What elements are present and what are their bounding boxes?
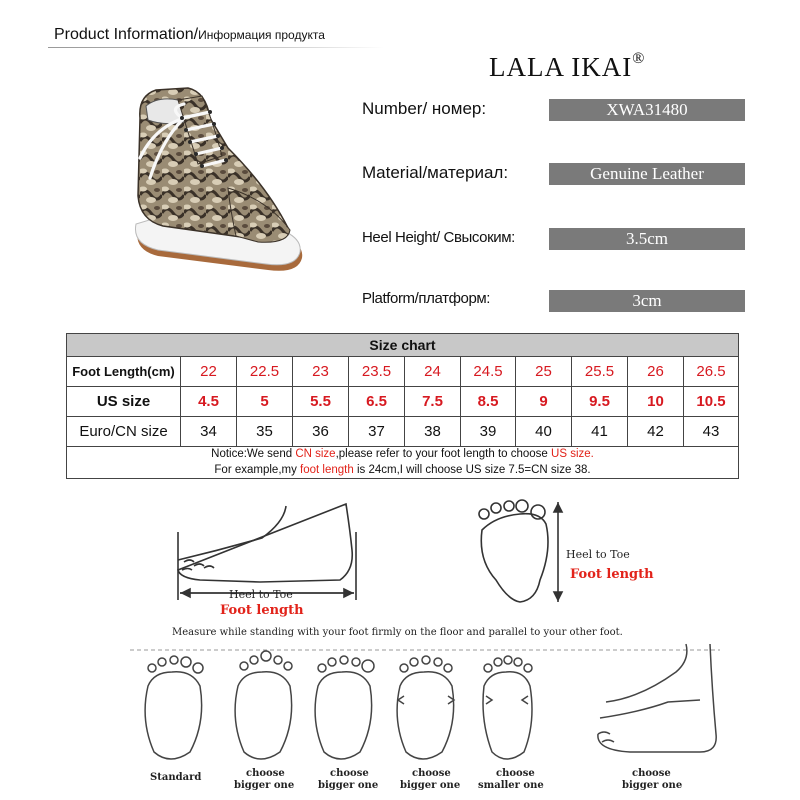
foot-type-label: choose — [330, 768, 369, 779]
product-info-title — [54, 26, 325, 44]
foot-length-cell: 23.5 — [348, 357, 404, 386]
notice-text: Notice:We send — [211, 448, 296, 460]
foot-types-illustrations — [145, 644, 716, 759]
foot-type-5 — [483, 656, 532, 759]
foot-length-cell: 25.5 — [571, 357, 627, 386]
us-size-cell: 6.5 — [348, 387, 404, 416]
product-shoe-image — [118, 78, 318, 293]
row-euro-cn-size — [67, 417, 738, 447]
spec-heel-height-value: 3.5cm — [549, 228, 745, 250]
foot-length-cell: 22.5 — [236, 357, 292, 386]
size-chart-title: Size chart — [67, 334, 738, 357]
side-foot-length-label: Foot length — [220, 603, 304, 618]
notice-text: ,please refer to your foot length to choose — [335, 448, 552, 460]
foot-length-cell: 23 — [292, 357, 348, 386]
foot-type-label: bigger one — [234, 780, 295, 791]
foot-type-label: smaller one — [478, 780, 544, 791]
spec-number-value: XWA31480 — [549, 99, 745, 121]
notice-highlight: CN size — [295, 448, 336, 460]
foot-type-label: bigger one — [400, 780, 461, 791]
foot-type-label: bigger one — [318, 780, 379, 791]
registered-mark: ® — [632, 50, 646, 67]
row-us-size-label: US size — [96, 393, 151, 410]
foot-length-cell: 25 — [515, 357, 571, 386]
foot-type-2 — [235, 651, 292, 759]
euro-size-cell: 41 — [571, 417, 627, 446]
foot-type-3 — [315, 656, 374, 759]
side-heel-to-toe-label: Heel to Toe — [229, 588, 293, 601]
euro-size-cell: 40 — [515, 417, 571, 446]
header-divider — [48, 47, 384, 48]
size-chart-table — [66, 333, 739, 479]
spec-platform-value: 3cm — [549, 290, 745, 312]
euro-size-cell: 39 — [460, 417, 515, 446]
euro-size-cell: 43 — [683, 417, 738, 446]
us-size-cell: 4.5 — [180, 387, 236, 416]
row-foot-length-label: Foot Length(cm) — [72, 364, 175, 379]
measure-instruction: Measure while standing with your foot firmly on the floor and parallel to your other foot. — [172, 627, 623, 638]
brand-name: LALA IKAI — [489, 52, 633, 82]
foot-type-label: choose — [412, 768, 451, 779]
euro-size-cell: 36 — [292, 417, 348, 446]
us-size-cell: 10.5 — [683, 387, 738, 416]
us-size-cell: 7.5 — [404, 387, 460, 416]
foot-type-label: choose — [496, 768, 535, 779]
euro-size-cell: 37 — [348, 417, 404, 446]
foot-type-label: choose — [632, 768, 671, 779]
spec-heel-height-label: Heel Height/ Свысоким: — [362, 229, 515, 246]
foot-type-label: Standard — [150, 772, 202, 783]
spec-platform-label: Platform/платформ: — [362, 290, 491, 307]
euro-size-cell: 42 — [627, 417, 683, 446]
us-size-cell: 8.5 — [460, 387, 515, 416]
foot-length-cell: 22 — [180, 357, 236, 386]
side-foot-illustration — [178, 504, 356, 600]
foot-length-cell: 24.5 — [460, 357, 515, 386]
notice-text: is 24cm,I will choose US size 7.5=CN size 38. — [353, 464, 591, 476]
foot-length-cell: 26 — [627, 357, 683, 386]
foot-type-6 — [598, 644, 716, 752]
top-heel-to-toe-label: Heel to Toe — [566, 548, 630, 561]
euro-size-cell: 38 — [404, 417, 460, 446]
row-foot-length — [67, 357, 738, 387]
row-us-size — [67, 387, 738, 417]
product-info-title-ru: Информация продукта — [198, 28, 325, 42]
euro-size-cell: 34 — [180, 417, 236, 446]
foot-type-4 — [397, 656, 454, 759]
spec-number-label: Number/ номер: — [362, 99, 487, 118]
notice-text: For example,my — [214, 464, 301, 476]
top-foot-illustration — [479, 500, 562, 602]
foot-type-label: bigger one — [622, 780, 683, 791]
size-notice-line2 — [67, 464, 738, 476]
size-notice-line1 — [67, 448, 738, 460]
measurement-diagrams — [0, 490, 800, 800]
us-size-cell: 10 — [627, 387, 683, 416]
notice-highlight: US size. — [551, 448, 594, 460]
foot-length-cell: 26.5 — [683, 357, 738, 386]
top-foot-length-label: Foot length — [570, 567, 654, 582]
product-info-title-en: Product Information/ — [54, 26, 199, 43]
notice-highlight: foot length — [300, 464, 354, 476]
foot-length-cell: 24 — [404, 357, 460, 386]
spec-material-label: Material/материал: — [362, 163, 509, 182]
brand-logo — [489, 52, 645, 83]
foot-type-standard — [145, 656, 203, 759]
foot-type-label: choose — [246, 768, 285, 779]
spec-material-value: Genuine Leather — [549, 163, 745, 185]
us-size-cell: 5 — [236, 387, 292, 416]
us-size-cell: 9.5 — [571, 387, 627, 416]
row-euro-cn-size-label: Euro/CN size — [79, 423, 168, 440]
euro-size-cell: 35 — [236, 417, 292, 446]
us-size-cell: 9 — [515, 387, 571, 416]
us-size-cell: 5.5 — [292, 387, 348, 416]
